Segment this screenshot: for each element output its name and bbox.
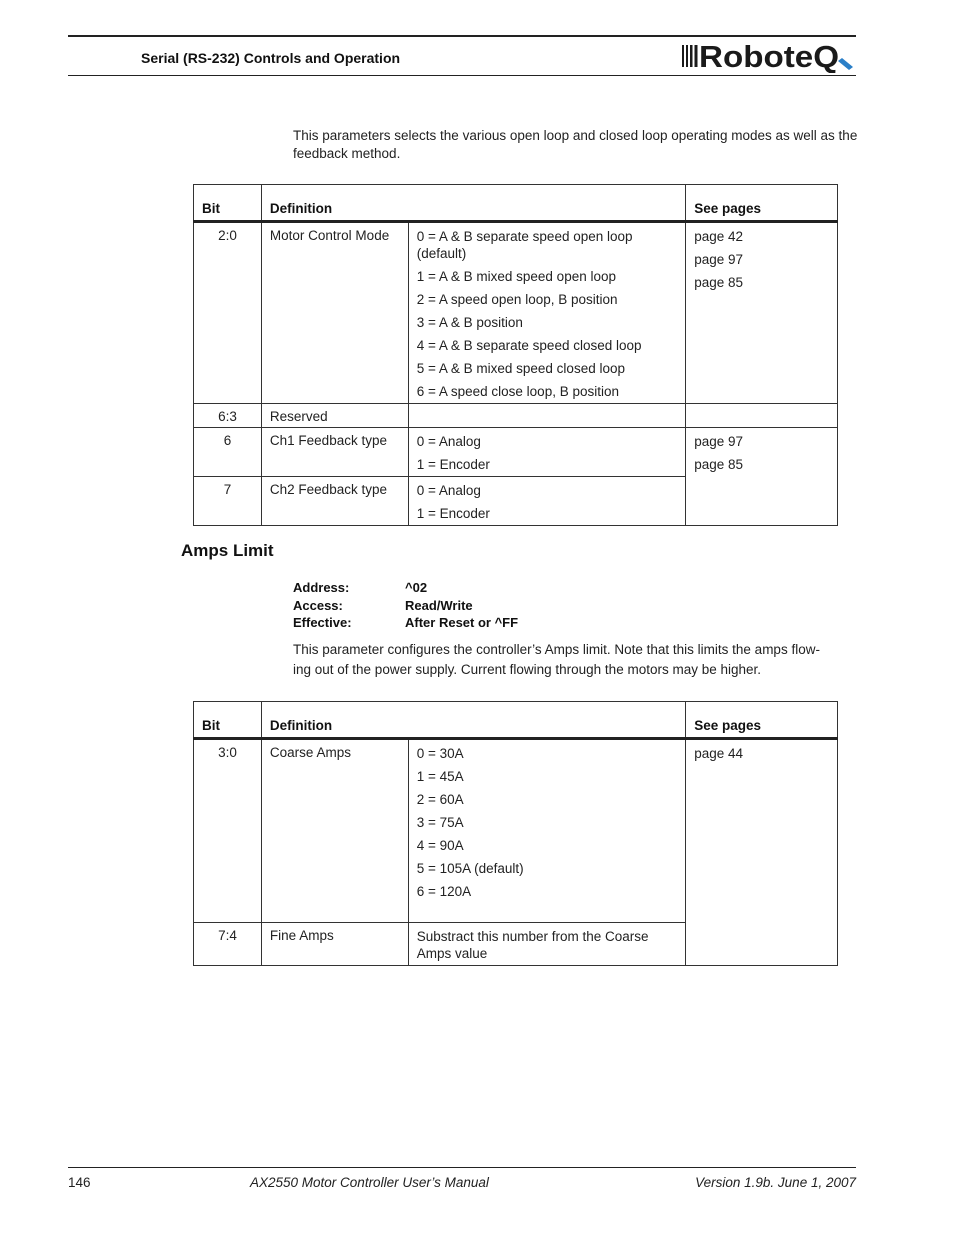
operating-mode-table (193, 184, 838, 526)
access-label: Access: (293, 598, 343, 613)
definition-values (408, 477, 685, 526)
bit-cell: 2:0 (194, 222, 262, 404)
effective-label: Effective: (293, 615, 352, 630)
value-item: 2 = A speed open loop, B position (416, 292, 618, 307)
see-pages-cell (686, 222, 838, 404)
table-header-row (194, 185, 838, 222)
amps-description-line: ing out of the power supply. Current flowing through the motors may be higher. (293, 662, 762, 677)
value-item: 4 = A & B separate speed closed loop (416, 338, 642, 353)
bit-cell: 7 (194, 477, 262, 526)
header-subrule (68, 75, 856, 76)
see-pages-cell (686, 404, 838, 428)
table-row (194, 404, 838, 428)
section-title: Serial (RS-232) Controls and Operation (141, 50, 401, 66)
header-bit: Bit (194, 185, 262, 222)
definition-name: Ch1 Feedback type (261, 428, 408, 477)
value-item: 0 = Analog (416, 483, 481, 498)
value-item: 0 = A & B separate speed open loop (default) (416, 229, 633, 261)
value-item: 3 = 75A (416, 815, 464, 830)
value-item: 4 = 90A (416, 838, 464, 853)
address-label: Address: (293, 580, 350, 595)
value-item: 0 = 30A (416, 746, 464, 761)
table-row (194, 739, 838, 923)
amps-limit-table (193, 701, 838, 966)
value-item: 1 = Encoder (416, 506, 490, 521)
value-item: 3 = A & B position (416, 315, 523, 330)
amps-description-line: This parameter configures the controller’s Amps limit. Note that this limits the amps flow- (293, 642, 820, 657)
version-date: Version 1.9b. June 1, 2007 (695, 1175, 856, 1190)
definition-name: Reserved (261, 404, 408, 428)
footer-rule (68, 1167, 856, 1168)
definition-values (408, 222, 685, 404)
value-item: 6 = 120A (416, 884, 472, 899)
definition-values (408, 404, 685, 428)
page-reference: page 97 (694, 434, 744, 449)
bit-cell: 7:4 (194, 923, 262, 966)
effective-value: After Reset or ^FF (405, 615, 519, 630)
definition-name: Fine Amps (261, 923, 408, 966)
page-reference: page 85 (694, 457, 744, 472)
table-header-row (194, 702, 838, 739)
roboteq-logo (682, 39, 857, 73)
value-item: 1 = A & B mixed speed open loop (416, 269, 616, 284)
header-definition: Definition (261, 185, 685, 222)
value-item: 5 = A & B mixed speed closed loop (416, 361, 625, 376)
definition-values (408, 739, 686, 923)
see-pages-cell (686, 739, 838, 966)
table-row (194, 222, 838, 404)
page-reference: page 85 (694, 275, 744, 290)
page-reference: page 44 (694, 746, 744, 761)
definition-values (408, 428, 685, 477)
bit-cell: 6:3 (194, 404, 262, 428)
svg-text:RoboteQ: RoboteQ (699, 39, 839, 73)
value-item: 6 = A speed close loop, B position (416, 384, 619, 399)
definition-name: Motor Control Mode (261, 222, 408, 404)
manual-title: AX2550 Motor Controller User’s Manual (250, 1175, 489, 1190)
value-item: 1 = Encoder (416, 457, 490, 472)
header-definition: Definition (261, 702, 685, 739)
definition-name: Ch2 Feedback type (261, 477, 408, 526)
page-reference: page 42 (694, 229, 744, 244)
access-value: Read/Write (405, 598, 473, 613)
value-item: 5 = 105A (default) (416, 861, 524, 876)
header-bit: Bit (194, 702, 262, 739)
value-item: Substract this number from the Coarse Amps value (416, 929, 649, 961)
header-rule (68, 35, 856, 37)
bit-cell: 6 (194, 428, 262, 477)
value-item: 1 = 45A (416, 769, 464, 784)
header-see-pages: See pages (686, 702, 838, 739)
definition-name: Coarse Amps (261, 739, 408, 923)
see-pages-cell (686, 428, 838, 526)
amps-limit-heading: Amps Limit (181, 541, 274, 560)
page-reference: page 97 (694, 252, 744, 267)
address-value: ^02 (405, 580, 428, 595)
value-item: 0 = Analog (416, 434, 481, 449)
header-see-pages: See pages (686, 185, 838, 222)
amps-description (293, 640, 863, 680)
table-row (194, 428, 838, 477)
value-item: 2 = 60A (416, 792, 464, 807)
definition-values (408, 923, 686, 966)
intro-paragraph: This parameters selects the various open loop and closed loop operating modes as well as the feedback method. (293, 128, 858, 161)
page-number: 146 (68, 1175, 91, 1190)
bit-cell: 3:0 (194, 739, 262, 923)
